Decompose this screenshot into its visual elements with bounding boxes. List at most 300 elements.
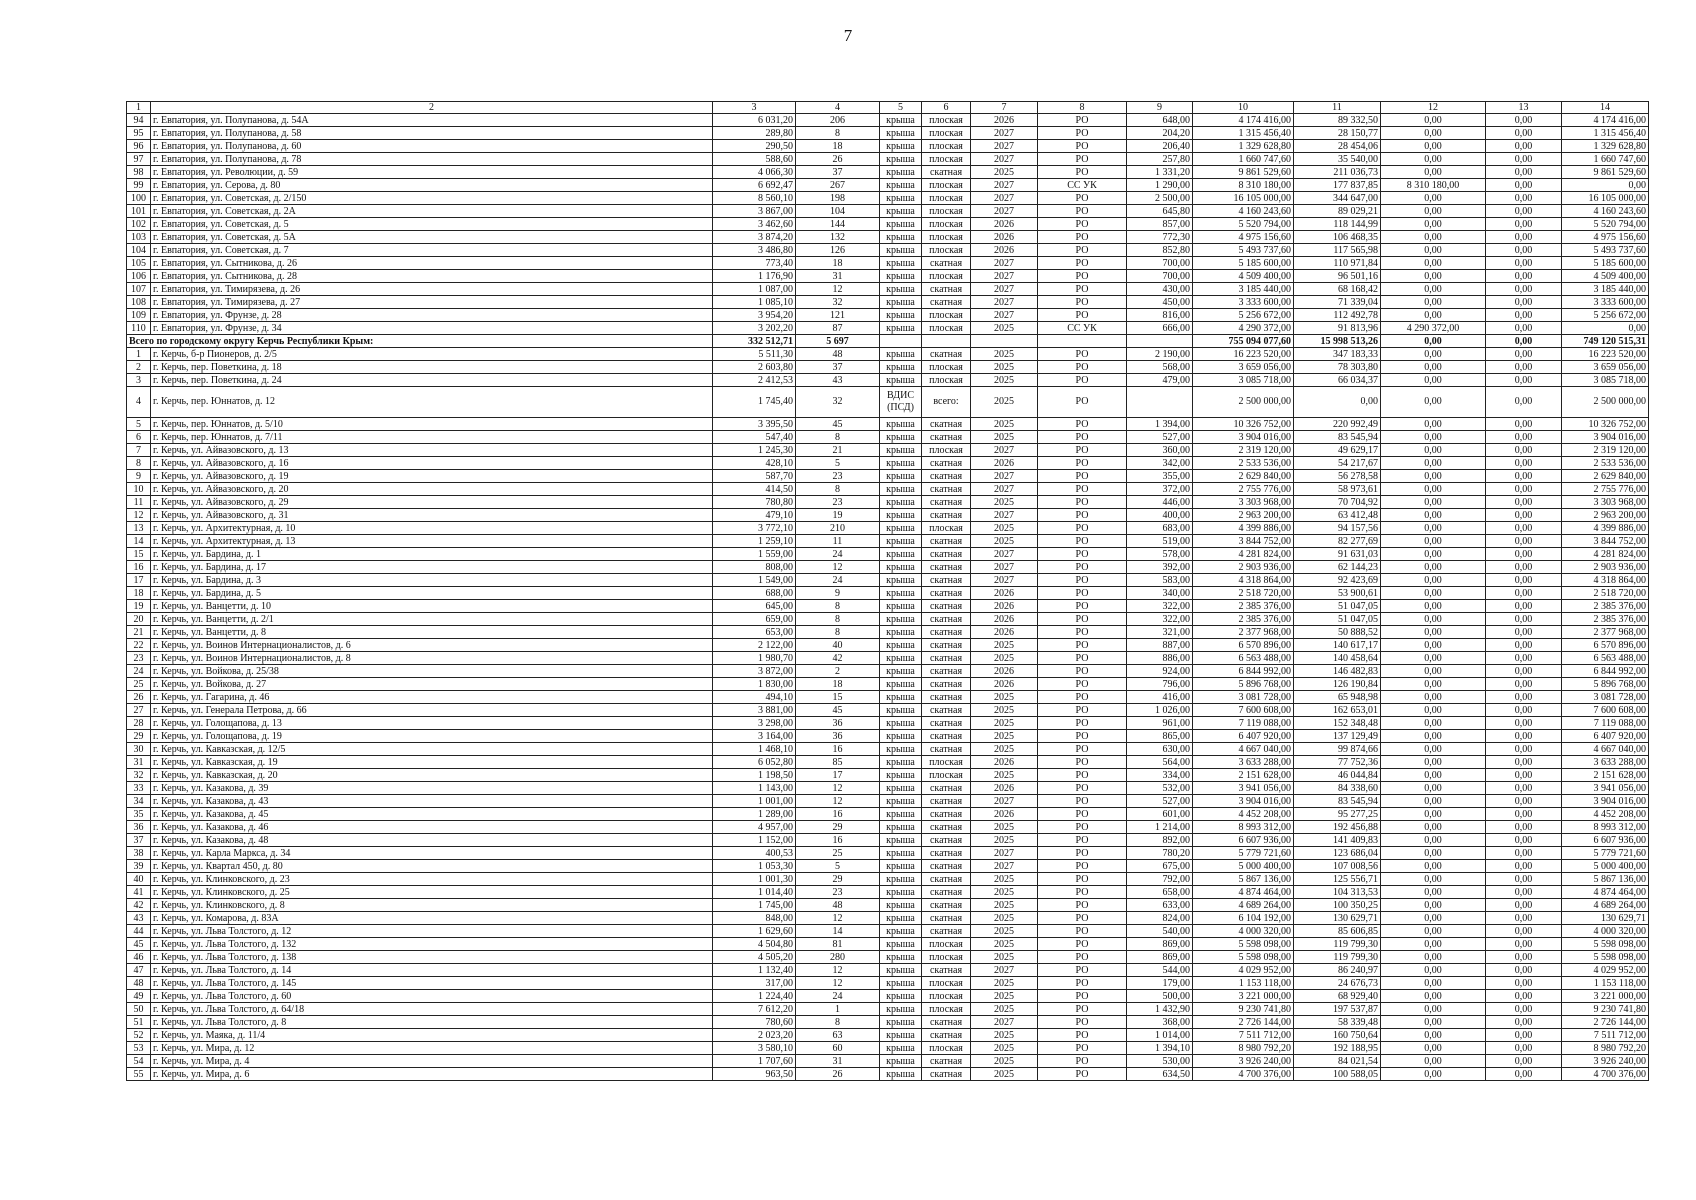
table-row [127, 387, 1649, 418]
table-row [127, 834, 1649, 847]
table-cell: 0,00 [1486, 964, 1562, 977]
table-cell: 2025 [971, 899, 1038, 912]
table-cell: 342,00 [1127, 457, 1193, 470]
table-cell: плоская [922, 444, 971, 457]
table-cell: 16 223 520,00 [1193, 348, 1294, 361]
table-cell: 5 779 721,60 [1562, 847, 1649, 860]
total-section [127, 335, 1649, 348]
table-cell: 160 750,64 [1294, 1029, 1381, 1042]
table-cell: 4 290 372,00 [1381, 322, 1486, 335]
table-cell: 3 954,20 [713, 309, 796, 322]
table-cell: скатная [922, 1055, 971, 1068]
table-cell: 12 [796, 977, 880, 990]
table-cell: 2 319 120,00 [1193, 444, 1294, 457]
table-cell: 0,00 [1381, 431, 1486, 444]
table-cell: 43 [127, 912, 151, 925]
table-cell: г. Евпатория, ул. Полупанова, д. 60 [151, 140, 713, 153]
table-cell: 1 289,00 [713, 808, 796, 821]
table-cell: РО [1038, 348, 1127, 361]
table-cell: 0,00 [1381, 387, 1486, 418]
total-col13: 0,00 [1486, 335, 1562, 348]
table-cell: г. Керчь, ул. Айвазовского, д. 20 [151, 483, 713, 496]
table-cell: 0,00 [1486, 509, 1562, 522]
table-cell: 20 [127, 613, 151, 626]
table-cell: плоская [922, 205, 971, 218]
table-cell: скатная [922, 886, 971, 899]
table-cell: 3 298,00 [713, 717, 796, 730]
table-cell: крыша [880, 296, 922, 309]
table-cell: 52 [127, 1029, 151, 1042]
table-cell: 152 348,48 [1294, 717, 1381, 730]
table-cell: 0,00 [1486, 639, 1562, 652]
table-row [127, 522, 1649, 535]
table-cell: крыша [880, 899, 922, 912]
table-cell: 12 [796, 964, 880, 977]
table-row [127, 309, 1649, 322]
table-cell: 0,00 [1381, 296, 1486, 309]
table-row [127, 548, 1649, 561]
table-cell: 1 198,50 [713, 769, 796, 782]
column-number-header-row [127, 102, 1649, 114]
table-cell: скатная [922, 587, 971, 600]
table-cell: 32 [796, 387, 880, 418]
table-cell: 6 607 936,00 [1193, 834, 1294, 847]
table-cell: крыша [880, 322, 922, 335]
table-cell: 3 462,60 [713, 218, 796, 231]
table-cell: РО [1038, 483, 1127, 496]
table-cell: 0,00 [1381, 717, 1486, 730]
table-cell: 344 647,00 [1294, 192, 1381, 205]
table-cell: 4 281 824,00 [1562, 548, 1649, 561]
table-cell: 106 468,35 [1294, 231, 1381, 244]
table-cell: 0,00 [1381, 153, 1486, 166]
table-cell: 22 [127, 639, 151, 652]
table-cell: 772,30 [1127, 231, 1193, 244]
table-cell: 0,00 [1381, 808, 1486, 821]
table-row [127, 600, 1649, 613]
table-cell: г. Керчь, ул. Голощапова, д. 13 [151, 717, 713, 730]
table-cell: 2025 [971, 873, 1038, 886]
table-row [127, 1068, 1649, 1081]
table-cell: крыша [880, 309, 922, 322]
table-cell: крыша [880, 205, 922, 218]
table-cell: 7 600 608,00 [1193, 704, 1294, 717]
table-cell: 18 [796, 257, 880, 270]
table-cell: г. Керчь, ул. Маяка, д. 11/4 [151, 1029, 713, 1042]
table-cell: 3 [127, 374, 151, 387]
table-cell: г. Евпатория, ул. Фрунзе, д. 28 [151, 309, 713, 322]
table-cell: крыша [880, 1055, 922, 1068]
table-cell: 1 153 118,00 [1562, 977, 1649, 990]
table-cell: 39 [127, 860, 151, 873]
table-cell: РО [1038, 730, 1127, 743]
table-cell: г. Керчь, ул. Мира, д. 6 [151, 1068, 713, 1081]
table-cell: г. Керчь, ул. Льва Толстого, д. 64/18 [151, 1003, 713, 1016]
table-cell: 51 047,05 [1294, 613, 1381, 626]
table-cell: 77 752,36 [1294, 756, 1381, 769]
table-row [127, 886, 1649, 899]
table-cell: 29 [127, 730, 151, 743]
table-cell: РО [1038, 387, 1127, 418]
table-cell: 12 [796, 912, 880, 925]
table-cell: 2025 [971, 418, 1038, 431]
table-cell: 392,00 [1127, 561, 1193, 574]
table-cell: 0,00 [1486, 847, 1562, 860]
table-cell: 130 629,71 [1294, 912, 1381, 925]
table-cell: 4 399 886,00 [1562, 522, 1649, 535]
table-cell: плоская [922, 270, 971, 283]
table-cell: 3 926 240,00 [1562, 1055, 1649, 1068]
table-cell: 5 [796, 860, 880, 873]
table-cell: 1 143,00 [713, 782, 796, 795]
table-cell: 4 689 264,00 [1193, 899, 1294, 912]
table-cell: 700,00 [1127, 270, 1193, 283]
table-cell: 4 700 376,00 [1562, 1068, 1649, 1081]
table-cell: 2025 [971, 1003, 1038, 1016]
table-cell: 5 256 672,00 [1562, 309, 1649, 322]
table-cell: 5 000 400,00 [1562, 860, 1649, 873]
table-cell: г. Керчь, б-р Пионеров, д. 2/5 [151, 348, 713, 361]
table-row [127, 769, 1649, 782]
table-cell: г. Керчь, ул. Казакова, д. 46 [151, 821, 713, 834]
table-cell: 53 900,61 [1294, 587, 1381, 600]
table-cell: 0,00 [1486, 769, 1562, 782]
table-cell: 0,00 [1381, 678, 1486, 691]
table-cell: скатная [922, 743, 971, 756]
table-cell: 110 971,84 [1294, 257, 1381, 270]
table-cell: плоская [922, 309, 971, 322]
table-cell: 1 394,00 [1127, 418, 1193, 431]
table-cell: плоская [922, 756, 971, 769]
table-cell: 816,00 [1127, 309, 1193, 322]
table-cell: 0,00 [1486, 600, 1562, 613]
table-cell: 6 570 896,00 [1562, 639, 1649, 652]
table-cell: скатная [922, 166, 971, 179]
table-cell: 27 [127, 704, 151, 717]
table-cell: 3 881,00 [713, 704, 796, 717]
table-row [127, 990, 1649, 1003]
table-cell: РО [1038, 231, 1127, 244]
table-cell: скатная [922, 860, 971, 873]
table-row [127, 348, 1649, 361]
table-cell: 0,00 [1381, 496, 1486, 509]
table-row [127, 257, 1649, 270]
table-cell: 0,00 [1486, 652, 1562, 665]
table-cell: 0,00 [1381, 743, 1486, 756]
table-cell: г. Евпатория, ул. Серова, д. 80 [151, 179, 713, 192]
table-cell: 123 686,04 [1294, 847, 1381, 860]
table-cell: 0,00 [1381, 925, 1486, 938]
table-cell: 2027 [971, 548, 1038, 561]
table-cell: крыша [880, 218, 922, 231]
table-cell: г. Керчь, ул. Архитектурная, д. 10 [151, 522, 713, 535]
table-cell: 0,00 [1486, 938, 1562, 951]
table-cell: крыша [880, 1016, 922, 1029]
table-cell: 6 844 992,00 [1562, 665, 1649, 678]
table-cell: 0,00 [1486, 808, 1562, 821]
table-cell: 1 132,40 [713, 964, 796, 977]
table-cell: 8 993 312,00 [1193, 821, 1294, 834]
table-cell: 0,00 [1486, 1042, 1562, 1055]
table-cell: 126 190,84 [1294, 678, 1381, 691]
table-row [127, 951, 1649, 964]
table-cell: г. Евпатория, ул. Полупанова, д. 78 [151, 153, 713, 166]
table-cell: 91 813,96 [1294, 322, 1381, 335]
table-row [127, 509, 1649, 522]
table-cell: 51 [127, 1016, 151, 1029]
table-cell: 4 160 243,60 [1193, 205, 1294, 218]
table-cell: 9 861 529,60 [1562, 166, 1649, 179]
table-cell: 140 458,64 [1294, 652, 1381, 665]
table-cell: 2025 [971, 374, 1038, 387]
table-cell: 1 245,30 [713, 444, 796, 457]
table-cell: 0,00 [1486, 244, 1562, 257]
table-cell: 7 511 712,00 [1193, 1029, 1294, 1042]
table-cell: скатная [922, 535, 971, 548]
table-cell: 48 [127, 977, 151, 990]
table-cell: г. Евпатория, ул. Полупанова, д. 58 [151, 127, 713, 140]
table-cell: 4 318 864,00 [1562, 574, 1649, 587]
table-cell: 16 [796, 808, 880, 821]
table-cell: РО [1038, 218, 1127, 231]
table-cell: 5 598 098,00 [1193, 938, 1294, 951]
table-cell: 4 000 320,00 [1193, 925, 1294, 938]
table-cell: РО [1038, 860, 1127, 873]
table-cell: 78 303,80 [1294, 361, 1381, 374]
table-cell: 2 533 536,00 [1193, 457, 1294, 470]
table-row [127, 166, 1649, 179]
table-cell: плоская [922, 114, 971, 127]
table-cell: 0,00 [1381, 639, 1486, 652]
table-cell: 0,00 [1381, 483, 1486, 496]
table-cell: 66 034,37 [1294, 374, 1381, 387]
table-cell: 24 [796, 990, 880, 1003]
table-cell: 0,00 [1562, 322, 1649, 335]
table-cell: 118 144,99 [1294, 218, 1381, 231]
table-cell: 0,00 [1486, 535, 1562, 548]
table-cell: 2 726 144,00 [1193, 1016, 1294, 1029]
table-cell: РО [1038, 782, 1127, 795]
table-cell: 3 303 968,00 [1562, 496, 1649, 509]
table-cell: плоская [922, 374, 971, 387]
table-cell: 26 [796, 1068, 880, 1081]
table-cell: 416,00 [1127, 691, 1193, 704]
table-cell: скатная [922, 665, 971, 678]
table-cell: скатная [922, 470, 971, 483]
table-row [127, 756, 1649, 769]
table-cell: крыша [880, 114, 922, 127]
table-cell: г. Керчь, ул. Войкова, д. 27 [151, 678, 713, 691]
table-cell: крыша [880, 834, 922, 847]
table-cell: 2026 [971, 114, 1038, 127]
table-cell: 6 052,80 [713, 756, 796, 769]
table-cell: 24 [127, 665, 151, 678]
table-cell: 1 315 456,40 [1562, 127, 1649, 140]
table-cell: скатная [922, 912, 971, 925]
table-cell: РО [1038, 361, 1127, 374]
table-cell: 206,40 [1127, 140, 1193, 153]
table-cell: 0,00 [1381, 860, 1486, 873]
table-cell: 5 896 768,00 [1562, 678, 1649, 691]
table-cell: 6 844 992,00 [1193, 665, 1294, 678]
table-cell: 4 667 040,00 [1193, 743, 1294, 756]
table-cell: 5 598 098,00 [1562, 951, 1649, 964]
table-cell: 8 310 180,00 [1381, 179, 1486, 192]
table-cell: 1 329 628,80 [1193, 140, 1294, 153]
table-cell: г. Керчь, ул. Комарова, д. 83А [151, 912, 713, 925]
table-cell: крыша [880, 270, 922, 283]
table-cell: РО [1038, 548, 1127, 561]
table-cell: 18 [796, 678, 880, 691]
table-cell: 666,00 [1127, 322, 1193, 335]
table-cell: 0,00 [1486, 205, 1562, 218]
table-cell: 4 029 952,00 [1562, 964, 1649, 977]
column-header: 5 [880, 102, 922, 114]
table-cell: крыша [880, 769, 922, 782]
table-cell: 857,00 [1127, 218, 1193, 231]
table-cell: плоская [922, 231, 971, 244]
table-cell: 0,00 [1486, 730, 1562, 743]
table-cell: 658,00 [1127, 886, 1193, 899]
table-cell: 206 [796, 114, 880, 127]
table-cell: крыша [880, 561, 922, 574]
table-cell: 0,00 [1486, 925, 1562, 938]
table-cell: г. Керчь, пер. Поветкина, д. 24 [151, 374, 713, 387]
table-cell: 144 [796, 218, 880, 231]
table-cell: 2025 [971, 821, 1038, 834]
table-cell: г. Евпатория, ул. Тимирязева, д. 27 [151, 296, 713, 309]
table-cell: 119 799,30 [1294, 951, 1381, 964]
table-cell: скатная [922, 613, 971, 626]
total-col11: 15 998 513,26 [1294, 335, 1381, 348]
table-cell: 547,40 [713, 431, 796, 444]
table-cell: 2 122,00 [713, 639, 796, 652]
table-cell: г. Керчь, ул. Айвазовского, д. 29 [151, 496, 713, 509]
table-cell: 852,80 [1127, 244, 1193, 257]
table-cell: г. Керчь, ул. Клинковского, д. 8 [151, 899, 713, 912]
table-cell: крыша [880, 374, 922, 387]
table-cell: 0,00 [1381, 886, 1486, 899]
table-cell: г. Евпатория, ул. Советская, д. 2/150 [151, 192, 713, 205]
table-cell: г. Керчь, ул. Воинов Интернационалистов, д. 8 [151, 652, 713, 665]
table-cell: 107 [127, 283, 151, 296]
table-cell: 101 [127, 205, 151, 218]
table-cell: 5 185 600,00 [1562, 257, 1649, 270]
table-row [127, 1003, 1649, 1016]
table-cell: 2 726 144,00 [1562, 1016, 1649, 1029]
table-cell: 289,80 [713, 127, 796, 140]
table-cell: 1 001,30 [713, 873, 796, 886]
table-cell: 125 556,71 [1294, 873, 1381, 886]
table-cell: 3 874,20 [713, 231, 796, 244]
table-cell: 532,00 [1127, 782, 1193, 795]
table-cell: 2027 [971, 179, 1038, 192]
table-row [127, 114, 1649, 127]
capital-repair-table-container [126, 101, 1648, 1081]
table-cell: г. Керчь, ул. Голощапова, д. 19 [151, 730, 713, 743]
table-cell: 48 [796, 899, 880, 912]
total-col14: 749 120 515,31 [1562, 335, 1649, 348]
table-cell: 6 563 488,00 [1193, 652, 1294, 665]
table-cell: 2027 [971, 153, 1038, 166]
table-cell: 0,00 [1486, 296, 1562, 309]
table-cell: РО [1038, 418, 1127, 431]
table-cell: 71 339,04 [1294, 296, 1381, 309]
table-cell: 2025 [971, 730, 1038, 743]
table-cell: 4 667 040,00 [1562, 743, 1649, 756]
table-cell: 50 888,52 [1294, 626, 1381, 639]
table-cell: 0,00 [1486, 140, 1562, 153]
table-cell: 0,00 [1486, 782, 1562, 795]
table-row [127, 561, 1649, 574]
table-cell: 21 [796, 444, 880, 457]
table-cell: РО [1038, 938, 1127, 951]
kerch-rows [127, 348, 1649, 1081]
table-cell: 3 904 016,00 [1562, 431, 1649, 444]
table-cell: г. Керчь, ул. Казакова, д. 45 [151, 808, 713, 821]
table-cell: 3 164,00 [713, 730, 796, 743]
table-cell: 2027 [971, 509, 1038, 522]
table-cell: 42 [796, 652, 880, 665]
table-cell: 1 214,00 [1127, 821, 1193, 834]
table-cell: г. Евпатория, ул. Советская, д. 5 [151, 218, 713, 231]
table-cell: 1 980,70 [713, 652, 796, 665]
table-cell: 99 [127, 179, 151, 192]
table-cell: крыша [880, 678, 922, 691]
table-cell: 0,00 [1486, 821, 1562, 834]
table-cell: 645,00 [713, 600, 796, 613]
table-cell: РО [1038, 613, 1127, 626]
table-cell: 3 867,00 [713, 205, 796, 218]
table-cell: 5 896 768,00 [1193, 678, 1294, 691]
table-cell: РО [1038, 691, 1127, 704]
table-cell: 961,00 [1127, 717, 1193, 730]
table-cell: 8 310 180,00 [1193, 179, 1294, 192]
table-cell: крыша [880, 470, 922, 483]
table-cell: 2027 [971, 127, 1038, 140]
table-cell: 0,00 [1381, 769, 1486, 782]
table-cell: РО [1038, 561, 1127, 574]
table-cell: 653,00 [713, 626, 796, 639]
table-cell: 102 [127, 218, 151, 231]
table-cell: скатная [922, 574, 971, 587]
table-cell: плоская [922, 522, 971, 535]
table-cell: 0,00 [1486, 496, 1562, 509]
table-cell: крыша [880, 283, 922, 296]
table-cell: скатная [922, 925, 971, 938]
table-cell: 2026 [971, 782, 1038, 795]
table-cell: 0,00 [1381, 834, 1486, 847]
table-cell: 792,00 [1127, 873, 1193, 886]
table-cell: 0,00 [1381, 795, 1486, 808]
table-cell: 1 [127, 348, 151, 361]
table-cell: 0,00 [1486, 704, 1562, 717]
total-row [127, 335, 1649, 348]
table-cell: 33 [127, 782, 151, 795]
table-cell: 146 482,83 [1294, 665, 1381, 678]
column-header: 14 [1562, 102, 1649, 114]
table-cell: 4 [127, 387, 151, 418]
table-cell: скатная [922, 626, 971, 639]
table-cell: 2025 [971, 951, 1038, 964]
table-cell: 0,00 [1381, 166, 1486, 179]
table-cell: 0,00 [1381, 665, 1486, 678]
table-cell: крыша [880, 1029, 922, 1042]
table-cell: 16 [127, 561, 151, 574]
table-cell: 5 [796, 457, 880, 470]
table-cell: 428,10 [713, 457, 796, 470]
table-cell: 4 975 156,60 [1193, 231, 1294, 244]
